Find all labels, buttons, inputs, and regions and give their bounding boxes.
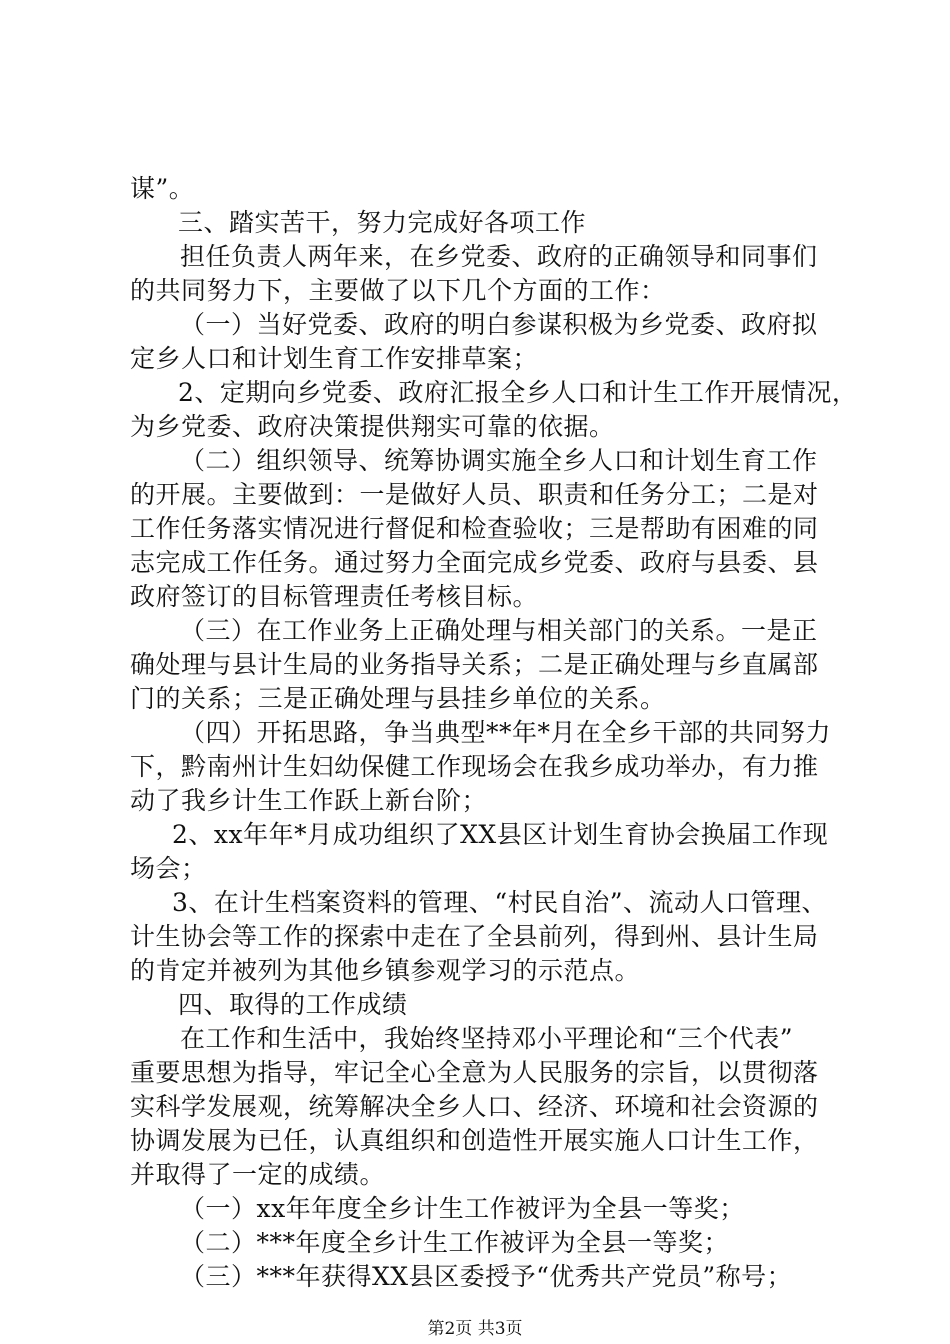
page-footer: 第2页 共3页 xyxy=(427,1319,523,1339)
text-line: 担任负责人两年来，在乡党委、政府的正确领导和同事们 xyxy=(180,242,818,271)
text-line: 谋”。 xyxy=(130,174,195,203)
list-item: （一）xx年年度全乡计生工作被评为全县一等奖； xyxy=(180,1194,745,1223)
text-line: 为乡党委、政府决策提供翔实可靠的依据。 xyxy=(130,412,615,441)
text-line: 场会； xyxy=(130,854,207,883)
text-line: 协调发展为已任，认真组织和创造性开展实施人口计生工作， xyxy=(130,1126,819,1155)
text-line: （一）当好党委、政府的明白参谋积极为乡党委、政府拟 xyxy=(180,310,818,339)
text-line: 的肯定并被列为其他乡镇参观学习的示范点。 xyxy=(130,956,641,985)
text-line: （二）组织领导、统筹协调实施全乡人口和计划生育工作 xyxy=(180,446,818,475)
text-line: （三）在工作业务上正确处理与相关部门的关系。一是正 xyxy=(180,616,818,645)
text-line: 下，黔南州计生妇幼保健工作现场会在我乡成功举办，有力推 xyxy=(130,752,819,781)
text-line: 志完成工作任务。通过努力全面完成乡党委、政府与县委、县 xyxy=(130,548,819,577)
list-item: （三）***年获得XX县区委授予“优秀共产党员”称号； xyxy=(180,1262,793,1291)
text-line: 政府签订的目标管理责任考核目标。 xyxy=(130,582,539,611)
text-line: 计生协会等工作的探索中走在了全县前列，得到州、县计生局 xyxy=(130,922,819,951)
text-line: 在工作和生活中，我始终坚持邓小平理论和“三个代表” xyxy=(180,1024,794,1053)
text-line: 3、在计生档案资料的管理、“村民自治”、流动人口管理、 xyxy=(172,888,827,917)
text-line: 门的关系；三是正确处理与县挂乡单位的关系。 xyxy=(130,684,666,713)
text-line: 确处理与县计生局的业务指导关系；二是正确处理与乡直属部 xyxy=(130,650,819,679)
section-heading: 四、取得的工作成绩 xyxy=(178,990,408,1019)
text-line: 的开展。主要做到：一是做好人员、职责和任务分工；二是对 xyxy=(130,480,819,509)
text-line: 的共同努力下，主要做了以下几个方面的工作： xyxy=(130,276,666,305)
text-line: 重要思想为指导，牢记全心全意为人民服务的宗旨，以贯彻落 xyxy=(130,1058,819,1087)
list-item: （二）***年度全乡计生工作被评为全县一等奖； xyxy=(180,1228,730,1257)
text-line: （四）开拓思路，争当典型**年*月在全乡干部的共同努力 xyxy=(180,718,832,747)
text-line: 并取得了一定的成绩。 xyxy=(130,1160,386,1189)
text-line: 动了我乡计生工作跃上新台阶； xyxy=(130,786,488,815)
text-line: 定乡人口和计划生育工作安排草案； xyxy=(130,344,539,373)
section-heading: 三、踏实苦干，努力完成好各项工作 xyxy=(178,208,587,237)
text-line: 实科学发展观，统筹解决全乡人口、经济、环境和社会资源的 xyxy=(130,1092,819,1121)
text-line: 2、xx年年*月成功组织了XX县区计划生育协会换届工作现 xyxy=(172,820,829,849)
text-line: 2、定期向乡党委、政府汇报全乡人口和计生工作开展情况， xyxy=(178,378,858,407)
text-line: 工作任务落实情况进行督促和检查验收；三是帮助有困难的同 xyxy=(130,514,819,543)
